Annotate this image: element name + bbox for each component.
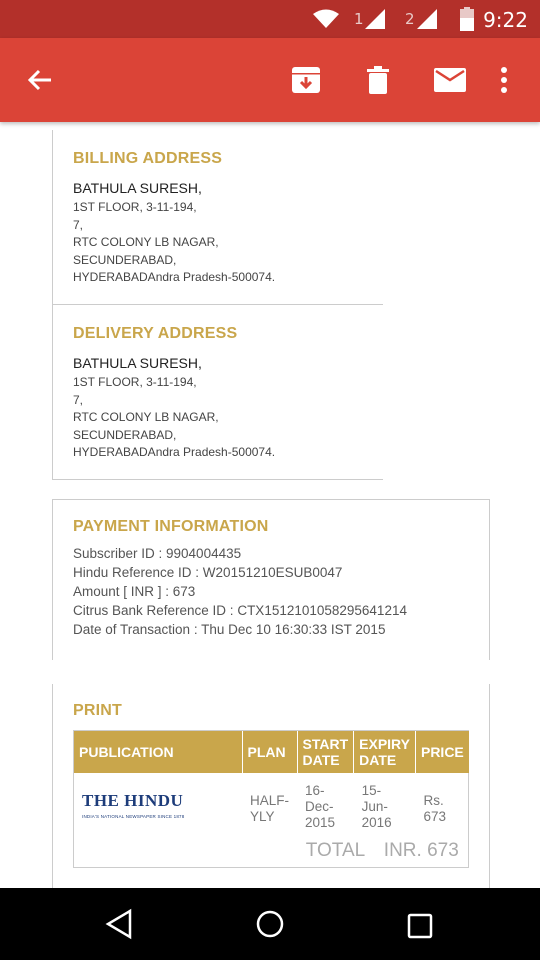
system-nav-bar — [0, 888, 540, 960]
arrow-left-icon — [27, 69, 53, 91]
address-line: 1ST FLOOR, 3-11-194, — [73, 200, 197, 214]
address-line: HYDERABADAndra Pradesh-500074. — [73, 270, 276, 284]
col-plan — [242, 731, 297, 773]
table-header-row — [74, 731, 469, 773]
cell-line: 2015 — [305, 815, 336, 830]
address-line: RTC COLONY LB NAGAR, — [73, 235, 219, 249]
header-line: DATE — [302, 752, 340, 768]
nav-home-button[interactable] — [250, 904, 290, 944]
total-row — [74, 831, 469, 867]
signal-icon — [364, 8, 386, 30]
the-hindu-logo — [82, 793, 234, 825]
nav-home-icon — [250, 904, 290, 944]
payment-details — [73, 544, 489, 639]
header-line: START — [302, 736, 349, 752]
col-expiry-date — [354, 731, 416, 773]
table-row — [74, 773, 469, 831]
more-vertical-icon — [500, 67, 508, 93]
address-line: HYDERABADAndra Pradesh-500074. — [73, 445, 276, 459]
expiry-date-cell — [354, 773, 416, 831]
nav-recents-button[interactable] — [400, 906, 440, 946]
billing-address-card — [52, 130, 383, 305]
email-body[interactable] — [0, 122, 540, 888]
address-line: 7, — [73, 217, 84, 232]
nav-back-button[interactable] — [100, 908, 140, 940]
billing-title: BILLING ADDRESS — [73, 150, 223, 167]
nav-back-icon — [100, 908, 140, 940]
header-line: EXPIRY — [359, 736, 410, 752]
address-line: RTC COLONY LB NAGAR, — [73, 410, 219, 424]
delete-button[interactable] — [360, 62, 396, 98]
address-line: SECUNDERABAD, — [73, 252, 177, 267]
cell-line: YLY — [250, 809, 275, 824]
cell-line: Jun- — [361, 799, 388, 814]
cell-line: 2016 — [361, 815, 392, 830]
cell-line: Rs. — [423, 793, 444, 808]
more-options-button[interactable] — [486, 62, 522, 98]
delivery-title: DELIVERY ADDRESS — [73, 325, 238, 342]
wifi-icon — [312, 9, 340, 29]
print-title: PRINT — [73, 702, 122, 719]
billing-address-lines — [73, 199, 383, 287]
col-publication: PUBLICATION — [74, 731, 242, 773]
col-start-date — [297, 731, 354, 773]
address-line: SECUNDERABAD, — [73, 427, 177, 442]
print-table-wrap — [73, 730, 469, 868]
app-toolbar — [0, 38, 540, 122]
mail-icon — [434, 68, 466, 92]
start-date-cell — [297, 773, 354, 831]
sim1-label: 1 — [354, 10, 364, 28]
signal-icon — [416, 8, 438, 30]
billing-name: BATHULA SURESH, — [73, 180, 202, 196]
cell-line: 15- — [361, 783, 382, 798]
back-button[interactable] — [22, 62, 58, 98]
mark-unread-button[interactable] — [432, 62, 468, 98]
header-line: PLAN — [247, 744, 286, 760]
cell-line: 16- — [305, 783, 325, 798]
payment-title: PAYMENT INFORMATION — [73, 518, 269, 535]
subscriber-id: Subscriber ID : 9904004435 — [73, 546, 242, 561]
print-table — [74, 731, 469, 867]
delivery-address-card — [52, 305, 383, 480]
logo-wordmark: THE HINDU — [82, 791, 184, 810]
price-cell — [415, 773, 468, 831]
header-line: DATE — [359, 752, 397, 768]
battery-icon — [460, 7, 474, 31]
archive-button[interactable] — [288, 62, 324, 98]
plan-cell — [242, 773, 297, 831]
delivery-name: BATHULA SURESH, — [73, 355, 202, 371]
hindu-reference-id: Hindu Reference ID : W20151210ESUB0047 — [73, 565, 343, 580]
cell-line: HALF- — [250, 793, 290, 808]
total-label: TOTAL — [305, 840, 365, 861]
print-card — [52, 684, 490, 888]
archive-icon — [291, 65, 321, 95]
total-cell — [74, 831, 469, 867]
address-line: 1ST FLOOR, 3-11-194, — [73, 375, 197, 389]
address-line: 7, — [73, 392, 84, 407]
payment-information-card — [52, 499, 490, 660]
publication-cell — [74, 773, 242, 831]
clock: 9:22 — [483, 8, 528, 32]
bank-reference-id: Citrus Bank Reference ID : CTX1512101058295641214 — [73, 603, 407, 618]
nav-recents-icon — [400, 906, 440, 946]
cell-line: Dec- — [305, 799, 334, 814]
delivery-address-lines — [73, 374, 383, 462]
amount: Amount [ INR ] : 673 — [73, 584, 196, 599]
cell-line: 673 — [423, 809, 447, 824]
trash-icon — [367, 66, 389, 94]
col-price: PRICE — [415, 731, 468, 773]
transaction-date: Date of Transaction : Thu Dec 10 16:30:33 IST 2015 — [73, 622, 386, 637]
logo-tagline: INDIA'S NATIONAL NEWSPAPER SINCE 1878 — [82, 814, 185, 819]
sim2-label: 2 — [405, 10, 415, 28]
total-value: INR. 673 — [383, 840, 459, 861]
status-bar — [0, 0, 540, 38]
